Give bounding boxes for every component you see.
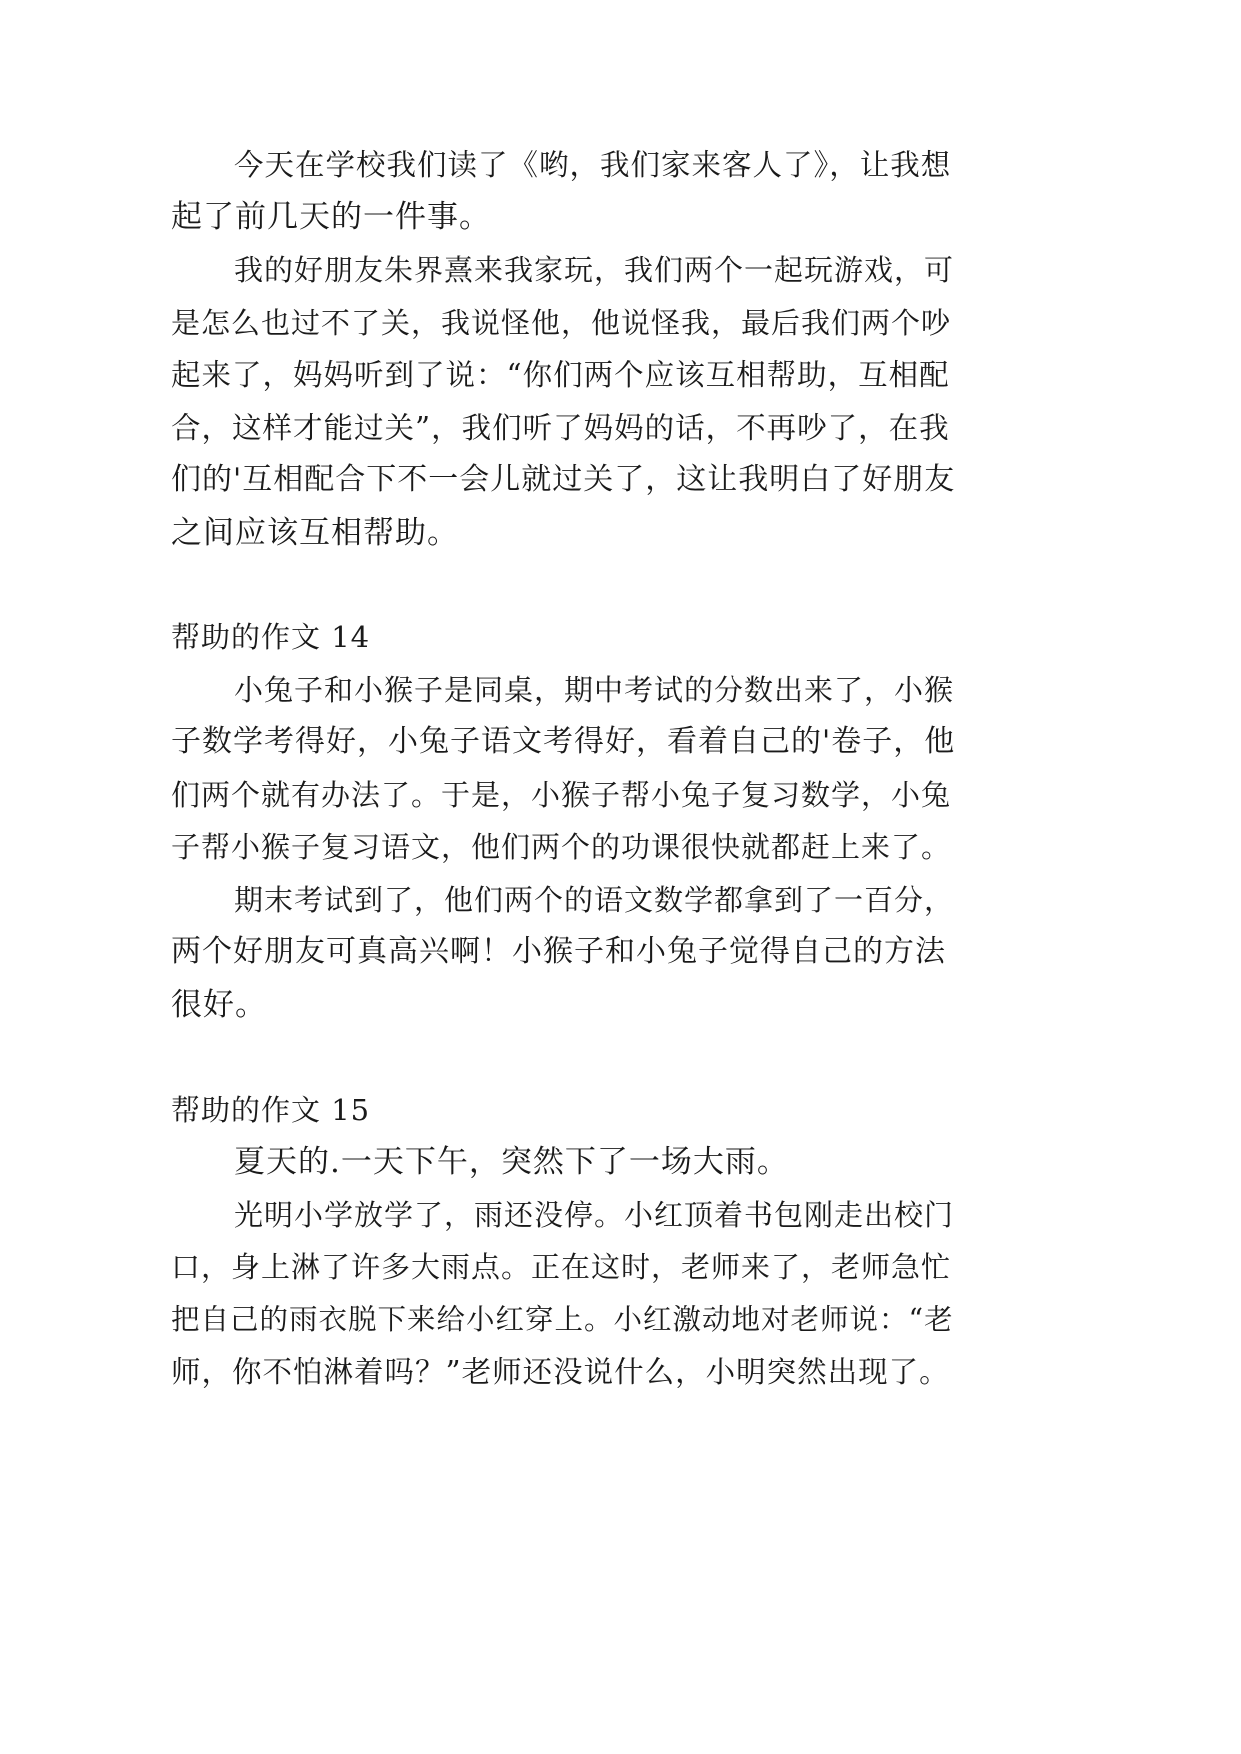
text-line: 把自己的雨衣脱下来给小红穿上。小红激动地对老师说：“老: [171, 1303, 954, 1336]
text-line: 子帮小猴子复习语文，他们两个的功课很快就都赶上来了。: [171, 830, 952, 864]
text-line: 之间应该互相帮助。: [171, 515, 459, 551]
text-line: 两个好朋友可真高兴啊！小猴子和小兔子觉得自己的方法: [171, 934, 946, 969]
text-line: 们两个就有办法了。于是，小猴子帮小兔子复习数学，小兔: [171, 778, 952, 812]
text-line: 我的好朋友朱界熹来我家玩，我们两个一起玩游戏，可: [234, 253, 955, 287]
text-line: 起来了，妈妈听到了说：“你们两个应该互相帮助，互相配: [171, 358, 950, 392]
text-line: 口，身上淋了许多大雨点。正在这时，老师来了，老师急忙: [171, 1250, 952, 1284]
text-line: 是怎么也过不了关，我说怪他，他说怪我，最后我们两个吵: [171, 306, 952, 340]
text-line: 起了前几天的一件事。: [171, 199, 491, 235]
text-line: 今天在学校我们读了《哟，我们家来客人了》，让我想: [234, 148, 952, 182]
text-line: 小兔子和小猴子是同桌，期中考试的分数出来了，小猴: [234, 673, 955, 707]
text-line: 光明小学放学了，雨还没停。小红顶着书包刚走出校门: [234, 1198, 955, 1232]
section-heading-14: 帮助的作文 14: [171, 620, 371, 654]
text-line: 期末考试到了，他们两个的语文数学都拿到了一百分，: [234, 883, 955, 917]
text-line: 很好。: [171, 987, 267, 1023]
text-line: 们的'互相配合下不一会儿就过关了，这让我明白了好朋友: [171, 462, 956, 497]
text-line: 合，这样才能过关”，我们听了妈妈的话，不再吵了，在我: [171, 411, 950, 445]
text-line: 子数学考得好，小兔子语文考得好，看着自己的'卷子，他: [171, 724, 956, 759]
text-line: 夏天的.一天下午，突然下了一场大雨。: [234, 1144, 789, 1180]
text-line: 师，你不怕淋着吗？”老师还没说什么，小明突然出现了。: [171, 1355, 950, 1389]
section-heading-15: 帮助的作文 15: [171, 1093, 371, 1127]
